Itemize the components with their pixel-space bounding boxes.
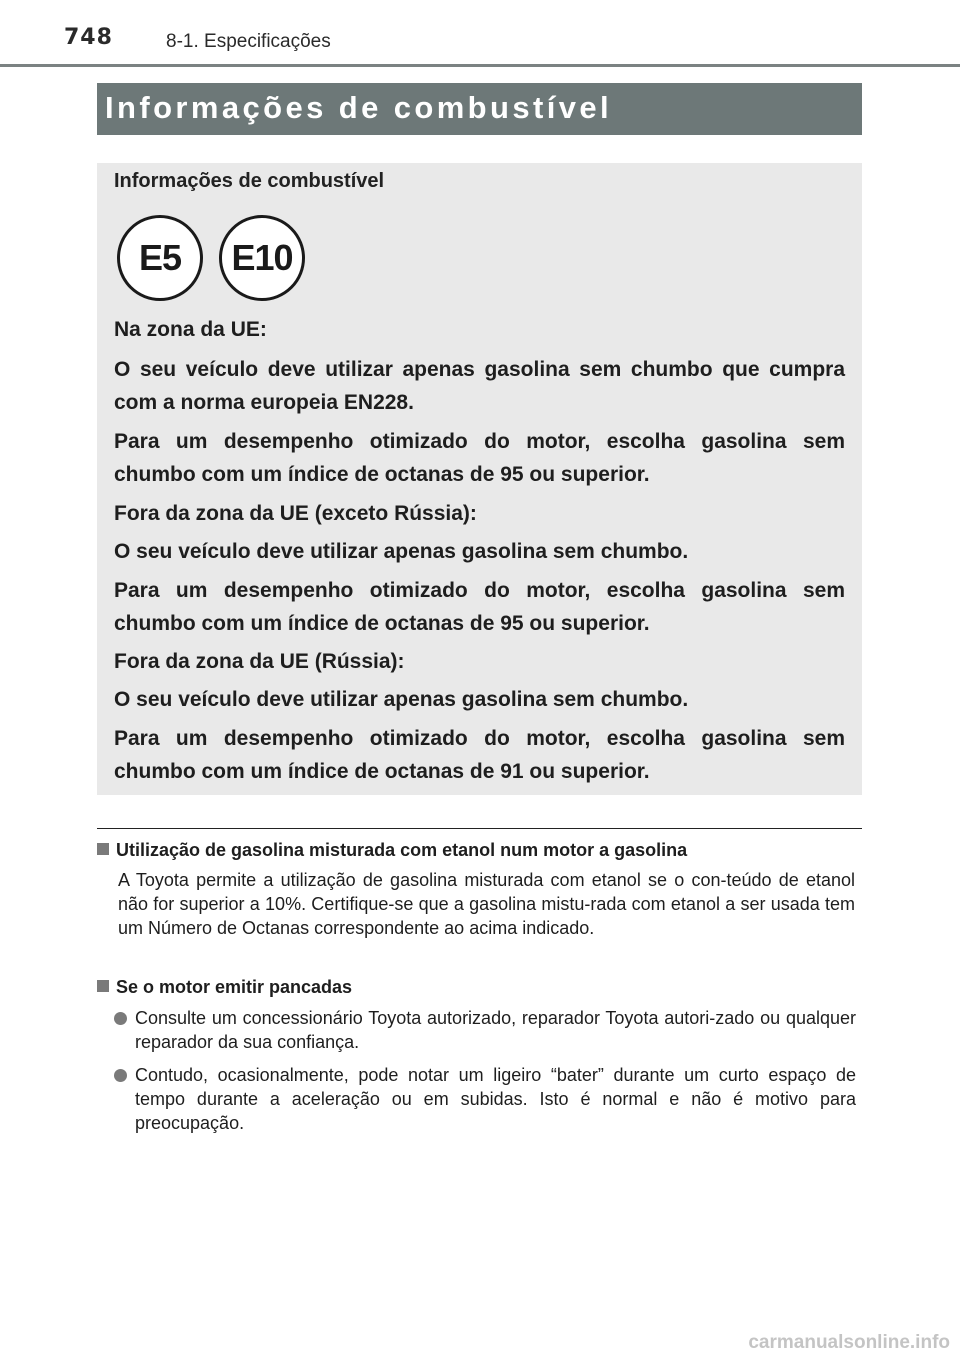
list-item-text: Consulte um concessionário Toyota autorizado, reparador Toyota autori-zado ou qualquer reparador da sua confiança. (135, 1008, 856, 1052)
watermark: carmanualsonline.info (748, 1332, 950, 1353)
square-bullet-icon (97, 980, 109, 992)
non-eu-octane-recommendation: Para um desempenho otimizado do motor, escolha gasolina sem chumbo com um índice de octanas de 95 ou superior. (114, 579, 845, 635)
e10-fuel-badge-icon: E10 (219, 215, 305, 301)
eu-zone-label: Na zona da UE: (114, 318, 267, 341)
section-label: 8-1. Especificações (166, 31, 331, 52)
e5-fuel-badge-icon: E5 (117, 215, 203, 301)
list-item-text: Contudo, ocasionalmente, pode notar um ligeiro “bater” durante um curto espaço de tempo durante a aceleração ou em subidas. Isto é normal e não é motivo para preocupação. (135, 1065, 856, 1133)
square-bullet-icon (97, 843, 109, 855)
eu-octane-recommendation: Para um desempenho otimizado do motor, escolha gasolina sem chumbo com um índice de octanas de 95 ou superior. (114, 430, 845, 486)
ethanol-section-body: A Toyota permite a utilização de gasolina misturada com etanol se o con-teúdo de etanol não for superior a 10%. Certifique-se que a gasolina mistu-rada com etanol a ser usada tem um Número de Octanas correspondente ao acima indicado. (118, 870, 855, 938)
knocking-heading-text: Se o motor emitir pancadas (116, 977, 353, 997)
box-heading: Informações de combustível (114, 170, 385, 192)
non-eu-except-russia-label: Fora da zona da UE (exceto Rússia): (114, 502, 477, 525)
page-number: 748 (64, 25, 113, 50)
non-eu-fuel-requirement: O seu veículo deve utilizar apenas gasolina sem chumbo. (114, 540, 689, 563)
russia-octane-recommendation: Para um desempenho otimizado do motor, escolha gasolina sem chumbo com um índice de octanas de 91 ou superior. (114, 727, 845, 783)
eu-fuel-requirement: O seu veículo deve utilizar apenas gasolina sem chumbo que cumpra com a norma europeia EN228. (114, 358, 845, 414)
round-bullet-icon (114, 1012, 127, 1025)
header-divider (0, 64, 960, 67)
russia-label: Fora da zona da UE (Rússia): (114, 650, 405, 673)
russia-fuel-requirement: O seu veículo deve utilizar apenas gasolina sem chumbo. (114, 688, 689, 711)
ethanol-section-heading (97, 840, 687, 861)
round-bullet-icon (114, 1069, 127, 1082)
page-title: Informações de combustível (105, 90, 613, 125)
ethanol-heading-text: Utilização de gasolina misturada com etanol num motor a gasolina (116, 840, 688, 860)
section-divider (97, 828, 862, 829)
knocking-section-heading (97, 977, 352, 998)
title-banner (97, 83, 862, 135)
page-header (0, 0, 960, 70)
fuel-info-box (97, 163, 862, 795)
